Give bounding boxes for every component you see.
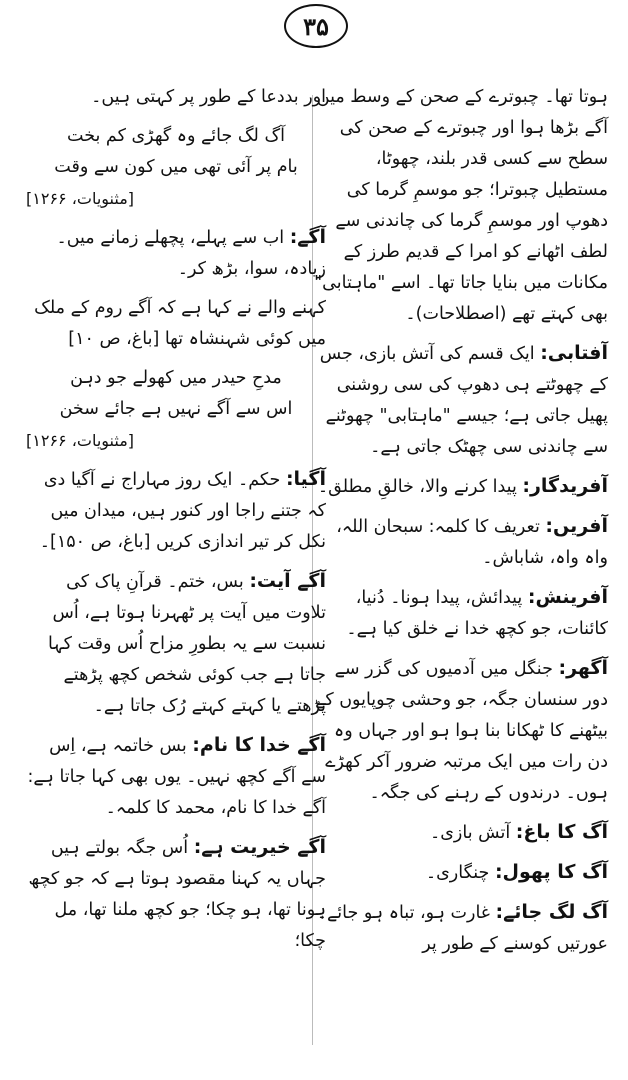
entry-headword: آفریں: — [545, 515, 608, 537]
entry-khair — [26, 832, 326, 957]
entry-headword: آگے: — [289, 226, 326, 248]
entry-headword: آگ لگ جائے: — [495, 901, 608, 923]
dictionary-entry — [308, 471, 608, 503]
entry-definition: غارت ہو، تباہ ہو جائے۔ عورتیں کوسنے کے طور پر — [316, 903, 608, 954]
entry-definition: پیدا کرنے والا، خالقِ مطلق۔ — [317, 477, 517, 497]
entry-definition: چنگاری۔ — [425, 863, 490, 883]
dictionary-entry — [308, 338, 608, 463]
entry-intro: اور بددعا کے طور پر کہتی ہیں۔ — [91, 87, 326, 107]
dictionary-entry — [308, 817, 608, 849]
verse-line: بام پر آئی تھی میں کون سے وقت — [54, 157, 298, 177]
right-column — [308, 82, 608, 968]
entry-agay — [26, 222, 326, 285]
entry-headword: آگ کا پھول: — [494, 861, 608, 883]
entry-definition: بس، ختم۔ قرآنِ پاک کی تلاوت میں آیت پر ٹھہرنا ہوتا ہے، اُس نسبت سے یہ بطورِ مزاح اُس وقت کہا جاتا ہے جب کوئی شخص کچھ پڑھتے پڑھتے یا کہتے کہتے رُک جاتا ہے۔ — [48, 572, 326, 716]
entry-headword: آگیا: — [285, 468, 326, 490]
verse-block — [26, 363, 326, 456]
reference: [مثنویات، ۱۲۶۶] — [26, 431, 134, 450]
verse-line: آگ لگ جائے وہ گھڑی کم بخت — [67, 126, 285, 146]
dictionary-entry — [308, 511, 608, 574]
entry-definition: بس خاتمہ ہے، اِس سے آگے کچھ نہیں۔ یوں بھی کہا جاتا ہے: آگے خدا کا نام، محمد کا کلمہ۔ — [27, 736, 326, 818]
entry-definition: اب سے پہلے، پچھلے زمانے میں۔ زیادہ، سوا، بڑھ کر۔ — [56, 228, 326, 279]
dictionary-entry — [308, 897, 608, 960]
entry-definition: تعریف کا کلمہ: سبحان اللہ، واہ واہ، شاباش۔ — [336, 517, 608, 568]
dictionary-entry — [308, 582, 608, 645]
entry-definition: ایک قسم کی آتش بازی، جس کے چھوٹتے ہی دھوپ کی سی روشنی پھیل جاتی ہے؛ جیسے "ماہتابی" چھوٹنے سے چاندنی سی چھٹک جاتی ہے۔ — [319, 344, 608, 457]
dictionary-entry — [308, 82, 608, 330]
verse-block — [26, 121, 326, 214]
verse-line: اس سے آگے نہیں ہے جائے سخن — [59, 399, 293, 419]
entry-definition: اُس جگہ بولتے ہیں جہاں یہ کہنا مقصود ہوتا ہے کہ جو کچھ ہونا تھا، ہو چکا؛ جو کچھ ملنا تھا، مل چکا؛ — [28, 838, 326, 951]
entry-example: کہنے والے نے کہا ہے کہ آگے روم کے ملک میں کوئی شہنشاہ تھا [باغ، ص ۱۰] — [34, 298, 326, 349]
entry-definition: جنگل میں آدمیوں کی گزر سے دور سنسان جگہ، جو وحشی چوپایوں کے بیٹھنے کا ٹھکانا بنا ہوا ہو اور جہاں وہ دن رات میں ایک مرتبہ ضرور آکر کھڑے ہوں۔ درندوں کے رہنے کی جگہ۔ — [315, 659, 608, 803]
entry-definition: آتش بازی۔ — [429, 823, 511, 843]
entry-definition: حکم۔ ایک روز مہاراج نے آگیا دی کہ جتنے راجا اور کنور ہیں، میدان میں نکل کر تیر اندازی کریں [باغ، ص ۱۵۰]۔ — [39, 470, 326, 552]
entry-headword: آگھر: — [558, 657, 608, 679]
entry-headword: آگے آیت: — [249, 570, 326, 592]
entry-definition: ہوتا تھا۔ چبوترے کے صحن کے وسط میں آگے بڑھا ہوا اور چبوترے کے صحن کی سطح سے کسی قدر بلند، چھوٹا، مستطیل چبوترا؛ جو موسمِ گرما کی دھوپ اور موسمِ گرما کی چاندنی سے لطف اٹھانے کو امرا کے قدیم طرز کے مکانات میں بنایا جاتا تھا۔ اسے "ماہتابی" بھی کہتے تھے (اصطلاحات)۔ — [314, 87, 608, 324]
page-number: ۳۵ — [284, 4, 348, 48]
left-column — [26, 82, 326, 965]
entry-headword: آفتابی: — [540, 342, 608, 364]
dictionary-entry — [308, 653, 608, 809]
entry-ayat — [26, 566, 326, 722]
entry-headword: آفرینش: — [527, 586, 608, 608]
entry-aagya — [26, 464, 326, 558]
entry-headword: آفریدگار: — [522, 475, 608, 497]
entry-headword: آگے خیریت ہے: — [193, 836, 326, 858]
entry-headword: آگ کا باغ: — [515, 821, 608, 843]
entry-definition: پیدائش، پیدا ہونا۔ دُنیا، کائنات، جو کچھ خدا نے خلق کیا ہے۔ — [346, 588, 608, 639]
entry-headword: آگے خدا کا نام: — [192, 734, 326, 756]
dictionary-entry — [308, 857, 608, 889]
reference: [مثنویات، ۱۲۶۶] — [26, 189, 134, 208]
verse-line: مدحِ حیدر میں کھولے جو دہن — [70, 368, 282, 388]
entry-khuda — [26, 730, 326, 824]
